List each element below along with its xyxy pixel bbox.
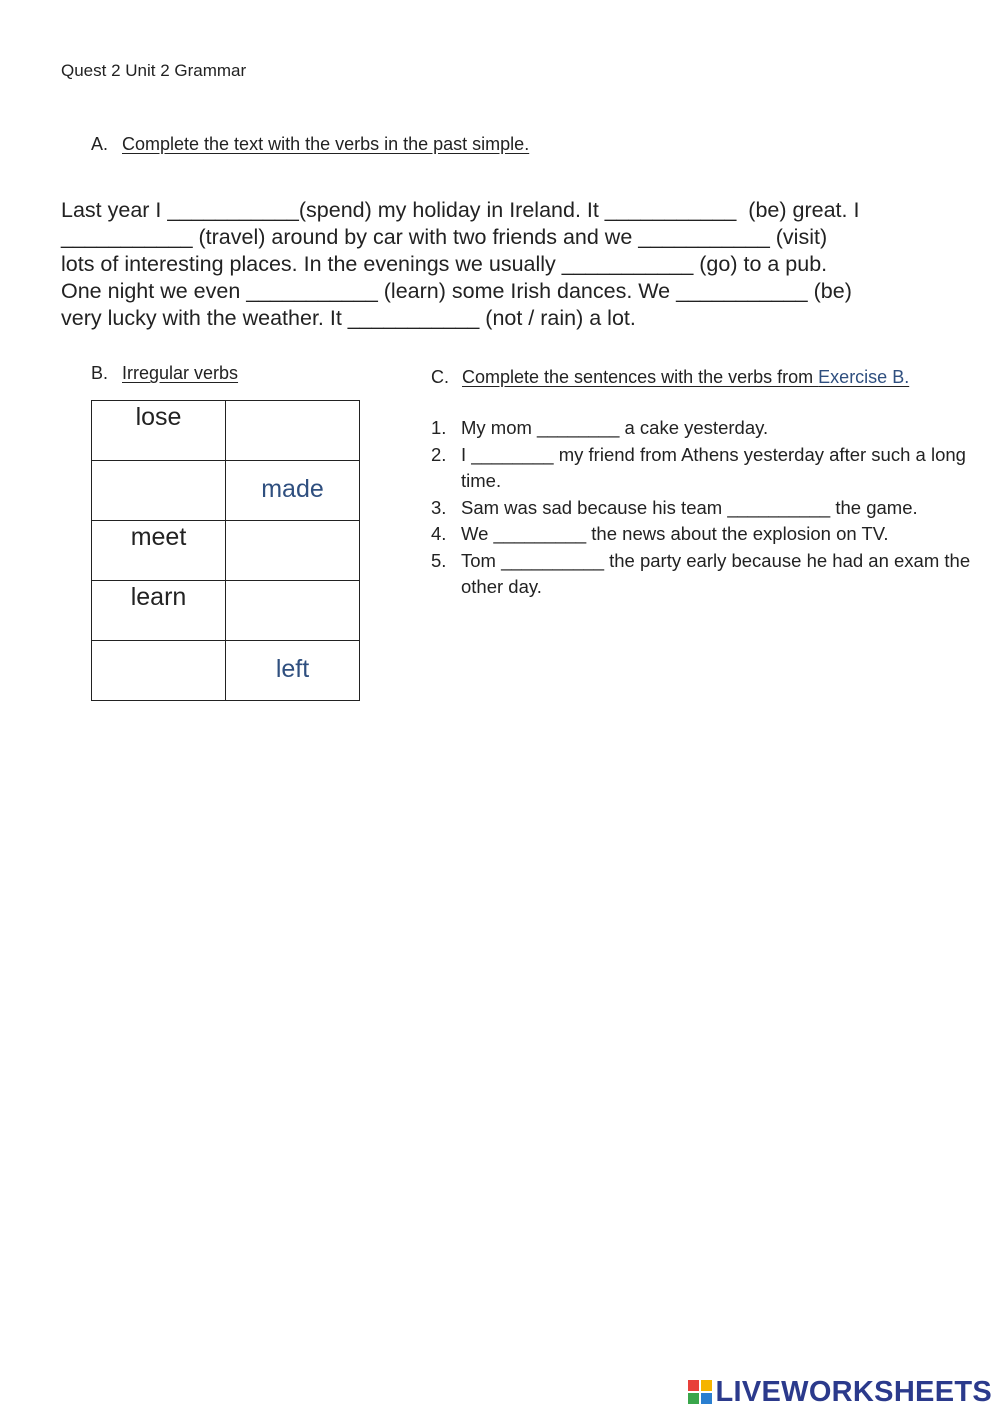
base-form-cell: learn xyxy=(92,581,226,641)
list-item xyxy=(431,548,991,601)
logo-text: LIVEWORKSHEETS xyxy=(715,1375,992,1408)
item-number: 3. xyxy=(431,496,447,518)
document-title: Quest 2 Unit 2 Grammar xyxy=(61,61,247,80)
table-row xyxy=(92,401,360,461)
table-row xyxy=(92,641,360,701)
section-c-letter: C. xyxy=(431,367,449,387)
table-row xyxy=(92,581,360,641)
section-b-letter: B. xyxy=(91,363,109,383)
item-number: 2. xyxy=(431,443,447,465)
list-item xyxy=(431,442,991,495)
item-text: I ________ my friend from Athens yesterday after such a long time. xyxy=(461,443,966,491)
past-form-cell: left xyxy=(226,641,360,701)
paragraph-line: lots of interesting places. In the evenings we usually ___________ (go) to a pub. xyxy=(61,252,828,276)
section-c-instruction: Complete the sentences with the verbs from xyxy=(462,367,819,387)
base-form-input-cell[interactable] xyxy=(92,641,226,701)
list-item xyxy=(431,521,991,548)
section-a-instruction: Complete the text with the verbs in the past simple. xyxy=(122,134,530,154)
paragraph-line: Last year I ___________(spend) my holiday in Ireland. It ___________ (be) great. I xyxy=(61,198,860,222)
table-row xyxy=(92,521,360,581)
liveworksheets-logo[interactable] xyxy=(688,1377,993,1407)
paragraph-line: very lucky with the weather. It ___________ (not / rain) a lot. xyxy=(61,306,636,330)
section-b-heading xyxy=(91,363,238,384)
item-text: We _________ the news about the explosion on TV. xyxy=(461,523,889,544)
section-c-heading xyxy=(431,367,909,388)
sentence-list xyxy=(431,415,991,601)
section-a-heading xyxy=(91,134,529,155)
table-row xyxy=(92,461,360,521)
section-a-paragraph xyxy=(61,197,961,332)
item-text: Tom __________ the party early because he had an exam the other day. xyxy=(461,549,971,597)
section-b-title: Irregular verbs xyxy=(122,363,239,383)
list-item xyxy=(431,415,991,442)
logo-icon xyxy=(688,1380,712,1404)
list-item xyxy=(431,495,991,522)
past-form-input-cell[interactable] xyxy=(226,581,360,641)
paragraph-line: ___________ (travel) around by car with two friends and we ___________ (visit) xyxy=(61,225,828,249)
past-form-cell: made xyxy=(226,461,360,521)
base-form-input-cell[interactable] xyxy=(92,461,226,521)
base-form-cell: lose xyxy=(92,401,226,461)
item-number: 1. xyxy=(431,417,447,438)
exercise-b-reference: Exercise B. xyxy=(818,367,910,387)
item-number: 4. xyxy=(431,523,447,544)
item-text: My mom ________ a cake yesterday. xyxy=(461,417,769,438)
item-text: Sam was sad because his team __________ the game. xyxy=(461,496,918,518)
paragraph-line: One night we even ___________ (learn) some Irish dances. We ___________ (be) xyxy=(61,279,852,303)
item-number: 5. xyxy=(431,549,447,571)
base-form-cell: meet xyxy=(92,521,226,581)
section-a-letter: A. xyxy=(91,134,109,154)
irregular-verbs-table xyxy=(91,400,360,701)
past-form-input-cell[interactable] xyxy=(226,401,360,461)
past-form-input-cell[interactable] xyxy=(226,521,360,581)
